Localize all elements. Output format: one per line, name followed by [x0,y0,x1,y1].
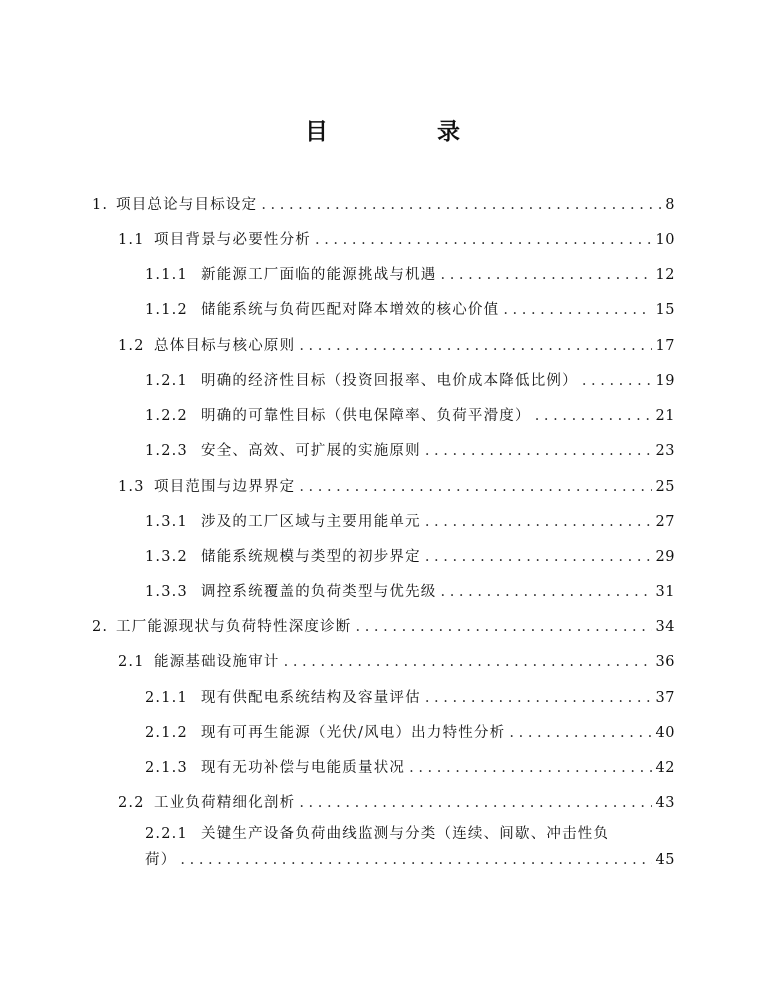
toc-entry-title: 现有可再生能源（光伏/风电）出力特性分析 [201,725,506,741]
toc-entry-page: 8 [665,197,675,213]
toc-entry[interactable] [118,793,675,813]
toc-entry-page: 45 [655,852,675,868]
toc-entry-page: 31 [655,584,675,600]
toc-leader-dots [425,512,652,532]
toc-leader-dots [356,617,652,637]
toc-entry-title: 项目范围与边界界定 [154,479,296,495]
toc-entry[interactable] [118,230,675,250]
toc-entry[interactable] [145,300,675,320]
toc-entry-page: 21 [655,408,675,424]
toc-entry-page: 15 [655,302,675,318]
toc-leader-dots [535,406,652,426]
toc-entry[interactable] [118,477,675,497]
toc-entry-number: 1. [92,197,109,213]
toc-entry[interactable] [145,371,675,391]
toc-entry[interactable] [145,582,675,602]
toc-entry-page: 25 [655,479,675,495]
toc-leader-dots [425,441,652,461]
toc-leader-dots [409,758,651,778]
toc-entry-number: 1.3.3 [145,584,188,600]
toc-entry-number: 1.3 [118,479,145,495]
toc-entry-title: 工厂能源现状与负荷特性深度诊断 [116,619,352,635]
toc-entry-number: 2.2 [118,795,145,811]
toc-entry[interactable] [145,441,675,461]
toc-leader-dots [503,300,651,320]
toc-entry-number: 1.2.2 [145,408,188,424]
toc-entry-page: 27 [655,514,675,530]
toc-entry[interactable] [145,406,675,426]
toc-entry[interactable] [145,723,675,743]
toc-entry-number: 1.1 [118,232,145,248]
toc-entry-title: 新能源工厂面临的能源挑战与机遇 [201,267,437,283]
page-title: 目 录 [305,119,503,145]
toc-entry[interactable] [92,617,675,637]
toc-entry[interactable] [145,512,675,532]
toc-entry-page: 23 [655,443,675,459]
toc-leader-dots [425,547,652,567]
toc-entry-title: 工业负荷精细化剖析 [154,795,296,811]
toc-entry-title: 储能系统规模与类型的初步界定 [201,549,421,565]
toc-leader-dots [261,195,661,215]
toc-entry-title: 现有无功补偿与电能质量状况 [201,760,406,776]
toc-entry-number: 2.1 [118,654,145,670]
toc-entry-title: 项目背景与必要性分析 [154,232,311,248]
toc-entry-page: 36 [655,654,675,670]
toc-entry-page: 34 [655,619,675,635]
toc-entry-title: 安全、高效、可扩展的实施原则 [201,443,421,459]
toc-entry-page: 19 [655,373,675,389]
toc-entry-number: 1.2.3 [145,443,188,459]
toc-entry[interactable] [145,688,675,708]
toc-entry-title: 储能系统与负荷匹配对降本增效的核心价值 [201,302,500,318]
toc-entry-continuation[interactable] [145,850,675,870]
toc-entry[interactable] [145,758,675,778]
toc-entry[interactable] [118,336,675,356]
toc-entry-page: 37 [655,690,675,706]
toc-entry-page: 43 [655,795,675,811]
toc-entry[interactable] [118,652,675,672]
toc-entry-number: 1.3.2 [145,549,188,565]
toc-entry[interactable] [145,824,609,844]
toc-entry-title: 关键生产设备负荷曲线监测与分类（连续、间歇、冲击性负 [201,826,610,842]
toc-leader-dots [299,793,651,813]
toc-leader-dots [299,336,651,356]
toc-leader-dots [284,652,652,672]
toc-leader-dots [180,850,651,870]
toc-entry-number: 2. [92,619,109,635]
toc-leader-dots [441,265,652,285]
toc-entry-page: 40 [655,725,675,741]
toc-entry-number: 2.2.1 [145,826,188,842]
toc-leader-dots [441,582,652,602]
toc-entry-page: 17 [655,338,675,354]
toc-entry-number: 2.1.3 [145,760,188,776]
toc-entry-page: 10 [655,232,675,248]
toc-entry-title: 涉及的工厂区域与主要用能单元 [201,514,421,530]
toc-entry-number: 2.1.2 [145,725,188,741]
toc-entry-number: 1.3.1 [145,514,188,530]
toc-entry-title: 明确的经济性目标（投资回报率、电价成本降低比例） [201,373,578,389]
toc-leader-dots [299,477,651,497]
toc-entry-page: 29 [655,549,675,565]
toc-entry[interactable] [92,195,675,215]
toc-leader-dots [509,723,651,743]
toc-leader-dots [315,230,652,250]
toc-entry-title: 调控系统覆盖的负荷类型与优先级 [201,584,437,600]
toc-entry-page: 42 [655,760,675,776]
toc-entry-title: 项目总论与目标设定 [116,197,258,213]
toc-entry-title: 总体目标与核心原则 [154,338,296,354]
toc-entry-title: 现有供配电系统结构及容量评估 [201,690,421,706]
toc-entry-title: 明确的可靠性目标（供电保障率、负荷平滑度） [201,408,531,424]
toc-leader-dots [425,688,652,708]
toc-entry-title: 能源基础设施审计 [154,654,280,670]
toc-entry[interactable] [145,265,675,285]
toc-entry-number: 1.1.1 [145,267,188,283]
toc-leader-dots [582,371,652,391]
toc-entry-page: 12 [655,267,675,283]
toc-entry-number: 1.2 [118,338,145,354]
toc-entry-number: 1.2.1 [145,373,188,389]
toc-entry[interactable] [145,547,675,567]
toc-entry-title-continued: 荷） [145,852,177,868]
toc-entry-number: 1.1.2 [145,302,188,318]
toc-entry-number: 2.1.1 [145,690,188,706]
